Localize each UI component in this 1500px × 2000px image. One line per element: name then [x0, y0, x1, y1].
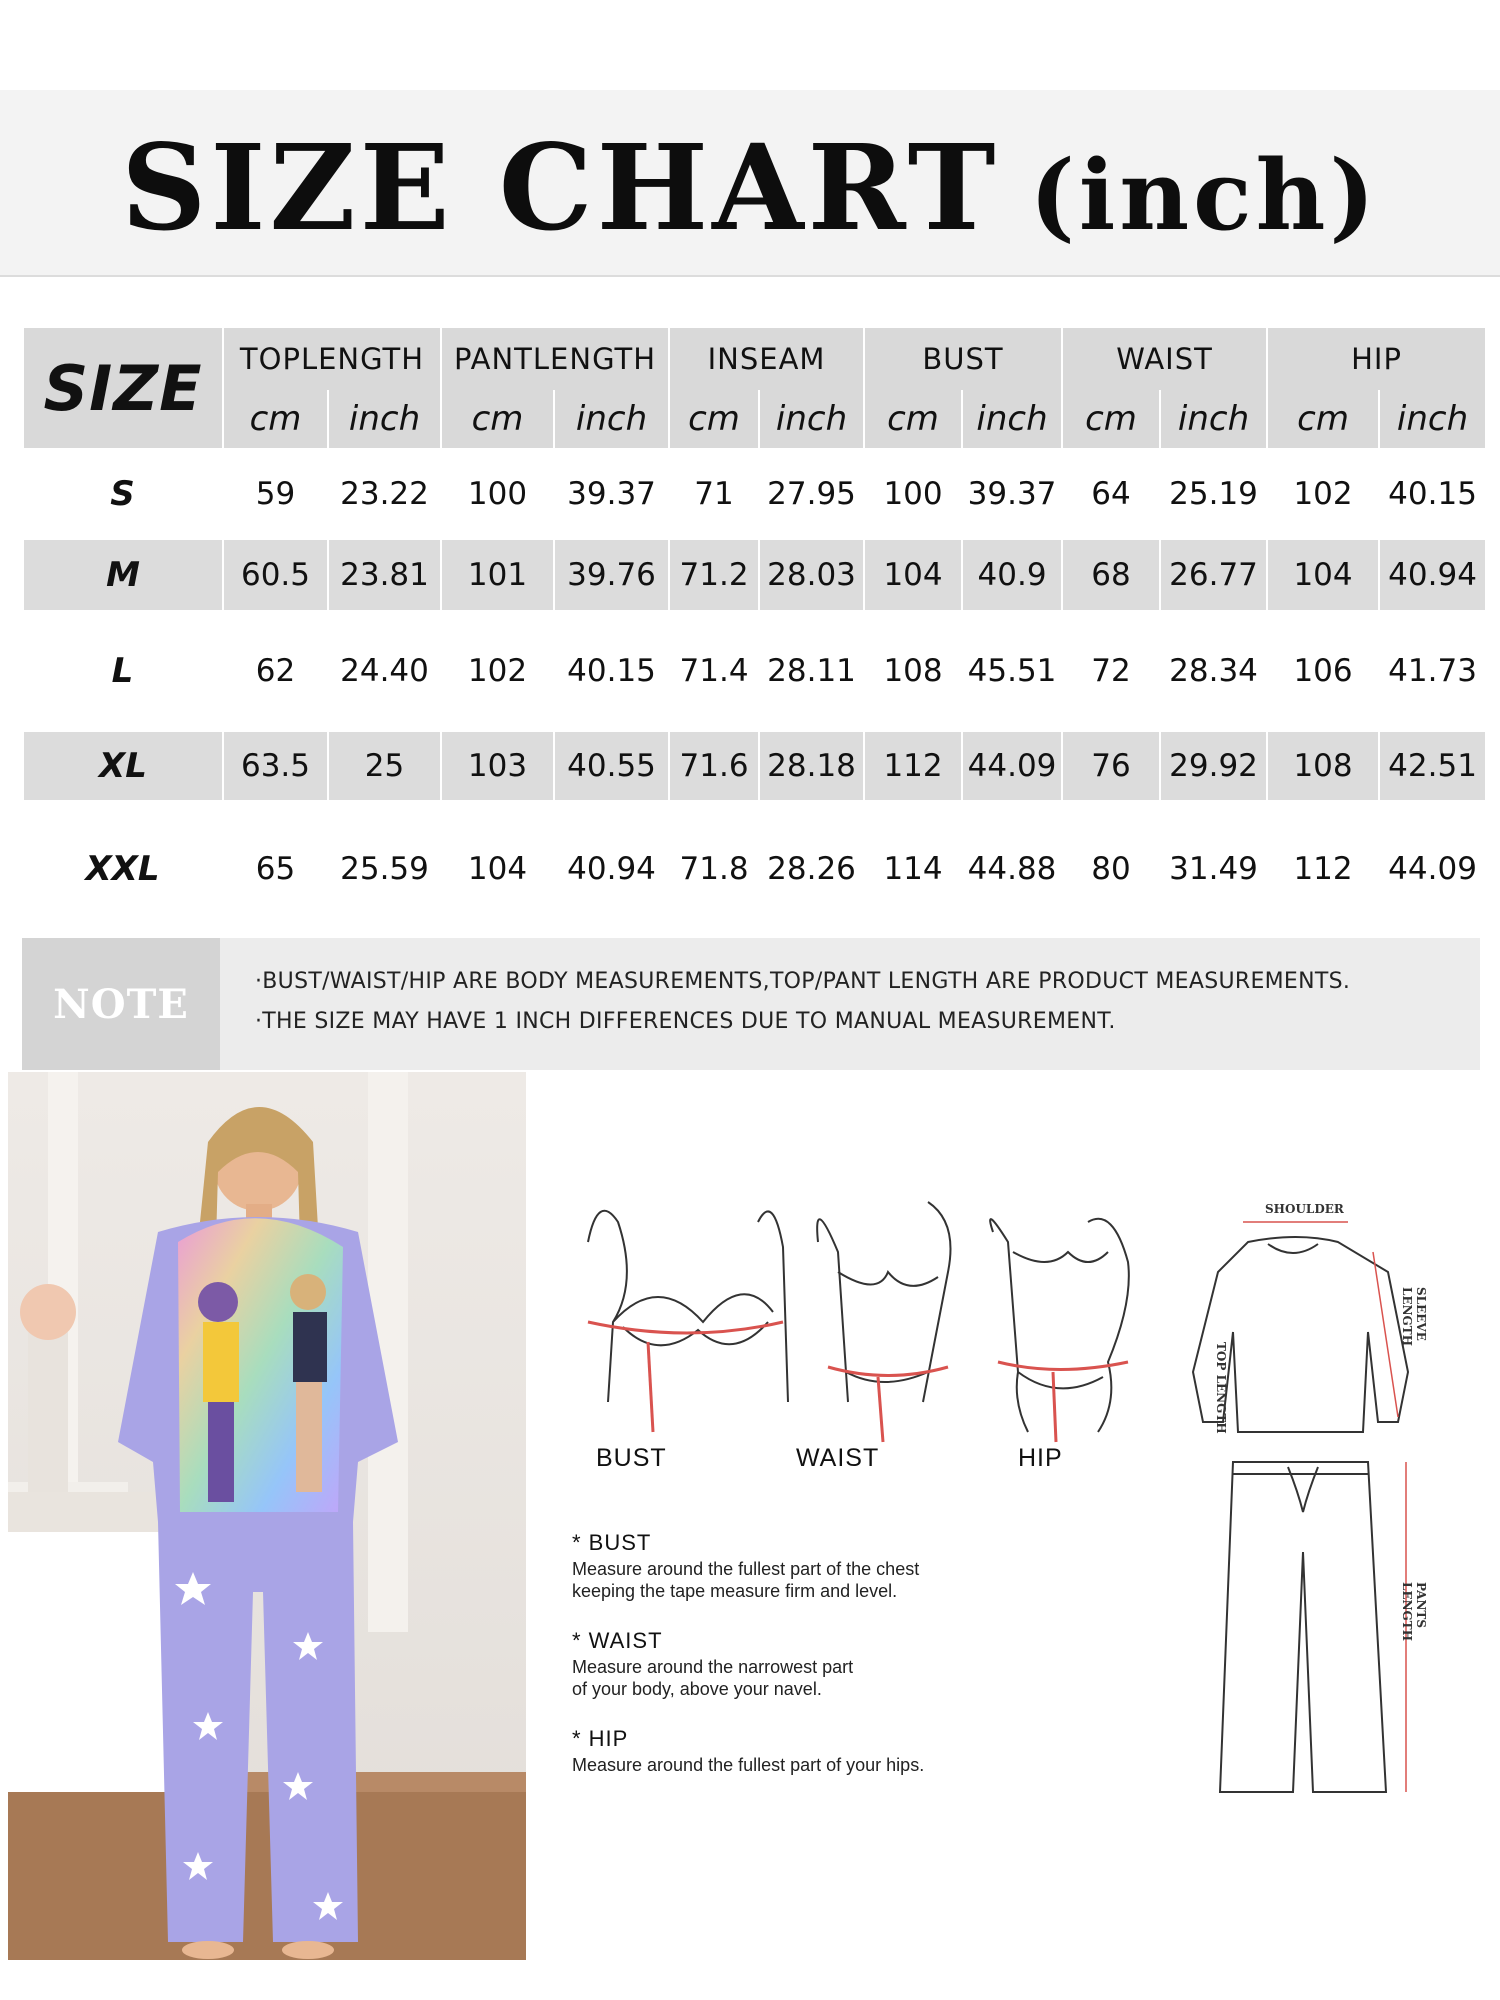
table-cell: 45.51 [962, 610, 1062, 732]
table-cell: 112 [1267, 800, 1379, 938]
size-table [22, 328, 1485, 938]
table-cell: 25.59 [328, 800, 441, 938]
column-header: TOPLENGTH [223, 328, 441, 390]
table-cell: 100 [864, 448, 962, 540]
table-cell: 71.8 [669, 800, 759, 938]
table-cell: 24.40 [328, 610, 441, 732]
unit-inch: inch [1160, 390, 1267, 448]
table-cell: 40.15 [554, 610, 669, 732]
hip-figure [990, 1219, 1129, 1442]
table-cell: 28.11 [759, 610, 864, 732]
unit-cm: cm [441, 390, 554, 448]
table-cell: 25.19 [1160, 448, 1267, 540]
page-title [0, 118, 1500, 266]
title-main: SIZE CHART [121, 118, 1000, 257]
top-band [0, 0, 1500, 90]
table-cell: 28.34 [1160, 610, 1267, 732]
table-cell: 104 [441, 800, 554, 938]
waist-figure [817, 1202, 950, 1442]
table-cell: 40.15 [1379, 448, 1485, 540]
table-cell: 28.03 [759, 540, 864, 610]
unit-cm: cm [1267, 390, 1379, 448]
note-text [255, 962, 1350, 1042]
table-cell: 28.18 [759, 732, 864, 800]
table-cell: 29.92 [1160, 732, 1267, 800]
table-cell: 68 [1062, 540, 1160, 610]
size-label: M [23, 540, 223, 610]
unit-inch: inch [554, 390, 669, 448]
instruction-line: of your body, above your navel. [572, 1679, 822, 1699]
pants-garment-sketch [1220, 1462, 1406, 1792]
table-cell: 39.76 [554, 540, 669, 610]
column-header: WAIST [1062, 328, 1267, 390]
note-label: NOTE [22, 938, 220, 1070]
table-cell: 71.2 [669, 540, 759, 610]
table-cell: 39.37 [962, 448, 1062, 540]
table-cell: 114 [864, 800, 962, 938]
table-row [23, 540, 1485, 610]
waist-instruction [572, 1630, 853, 1700]
table-cell: 71 [669, 448, 759, 540]
table-cell: 40.94 [554, 800, 669, 938]
size-label: L [23, 610, 223, 732]
unit-cm: cm [669, 390, 759, 448]
table-cell: 41.73 [1379, 610, 1485, 732]
table-cell: 23.81 [328, 540, 441, 610]
table-cell: 104 [864, 540, 962, 610]
bust-figure [588, 1211, 788, 1432]
table-cell: 23.22 [328, 448, 441, 540]
hip-instruction [572, 1728, 924, 1776]
unit-cm: cm [864, 390, 962, 448]
table-cell: 64 [1062, 448, 1160, 540]
unit-cm: cm [1062, 390, 1160, 448]
note-line: ·BUST/WAIST/HIP ARE BODY MEASUREMENTS,TOP/PANT LENGTH ARE PRODUCT MEASUREMENTS. [255, 969, 1351, 994]
table-cell: 108 [1267, 732, 1379, 800]
table-cell: 40.9 [962, 540, 1062, 610]
table-cell: 63.5 [223, 732, 328, 800]
instruction-line: Measure around the narrowest part [572, 1657, 854, 1677]
unit-inch: inch [962, 390, 1062, 448]
measurement-guide [528, 1072, 1492, 1960]
pants-length-label: PANTS LENGTH [1400, 1582, 1428, 1642]
unit-inch: inch [1379, 390, 1485, 448]
waist-caption: WAIST [796, 1444, 880, 1472]
shoulder-label: SHOULDER [1265, 1202, 1344, 1216]
table-cell: 100 [441, 448, 554, 540]
size-label: XL [23, 732, 223, 800]
table-cell: 39.37 [554, 448, 669, 540]
table-row [23, 448, 1485, 540]
table-cell: 65 [223, 800, 328, 938]
table-cell: 44.09 [1379, 800, 1485, 938]
table-cell: 101 [441, 540, 554, 610]
table-cell: 25 [328, 732, 441, 800]
bust-instruction [572, 1532, 919, 1602]
column-header: INSEAM [669, 328, 864, 390]
table-cell: 108 [864, 610, 962, 732]
unit-cm: cm [223, 390, 328, 448]
table-cell: 44.09 [962, 732, 1062, 800]
unit-inch: inch [759, 390, 864, 448]
instruction-line: keeping the tape measure firm and level. [572, 1581, 898, 1601]
instruction-line: Measure around the fullest part of your hips. [572, 1755, 925, 1775]
column-header: PANTLENGTH [441, 328, 669, 390]
table-cell: 112 [864, 732, 962, 800]
table-cell: 103 [441, 732, 554, 800]
hip-caption: HIP [1018, 1444, 1063, 1472]
size-label: S [23, 448, 223, 540]
size-header: SIZE [23, 328, 223, 448]
table-cell: 71.4 [669, 610, 759, 732]
instruction-heading: * BUST [572, 1530, 652, 1555]
column-header: BUST [864, 328, 1062, 390]
table-cell: 42.51 [1379, 732, 1485, 800]
table-cell: 31.49 [1160, 800, 1267, 938]
table-cell: 44.88 [962, 800, 1062, 938]
table-cell: 102 [1267, 448, 1379, 540]
bust-caption: BUST [596, 1444, 667, 1472]
table-cell: 104 [1267, 540, 1379, 610]
table-cell: 62 [223, 610, 328, 732]
sleeve-length-label: SLEEVE LENGTH [1400, 1287, 1428, 1347]
table-cell: 40.94 [1379, 540, 1485, 610]
unit-inch: inch [328, 390, 441, 448]
model-photo [8, 1072, 526, 1960]
instruction-heading: * HIP [572, 1726, 629, 1751]
table-cell: 71.6 [669, 732, 759, 800]
table-cell: 76 [1062, 732, 1160, 800]
table-cell: 106 [1267, 610, 1379, 732]
top-length-label: TOP LENGTH [1214, 1342, 1228, 1434]
size-label: XXL [23, 800, 223, 938]
table-cell: 102 [441, 610, 554, 732]
table-cell: 40.55 [554, 732, 669, 800]
table-cell: 28.26 [759, 800, 864, 938]
instruction-line: Measure around the fullest part of the chest [572, 1559, 920, 1579]
table-row [23, 610, 1485, 732]
title-unit: (inch) [1029, 139, 1379, 252]
table-cell: 60.5 [223, 540, 328, 610]
note-line: ·THE SIZE MAY HAVE 1 INCH DIFFERENCES DUE TO MANUAL MEASUREMENT. [255, 1009, 1116, 1034]
table-row [23, 800, 1485, 938]
table-cell: 26.77 [1160, 540, 1267, 610]
instruction-heading: * WAIST [572, 1628, 663, 1653]
table-row [23, 732, 1485, 800]
table-cell: 80 [1062, 800, 1160, 938]
table-cell: 59 [223, 448, 328, 540]
column-header: HIP [1267, 328, 1485, 390]
table-cell: 72 [1062, 610, 1160, 732]
table-cell: 27.95 [759, 448, 864, 540]
